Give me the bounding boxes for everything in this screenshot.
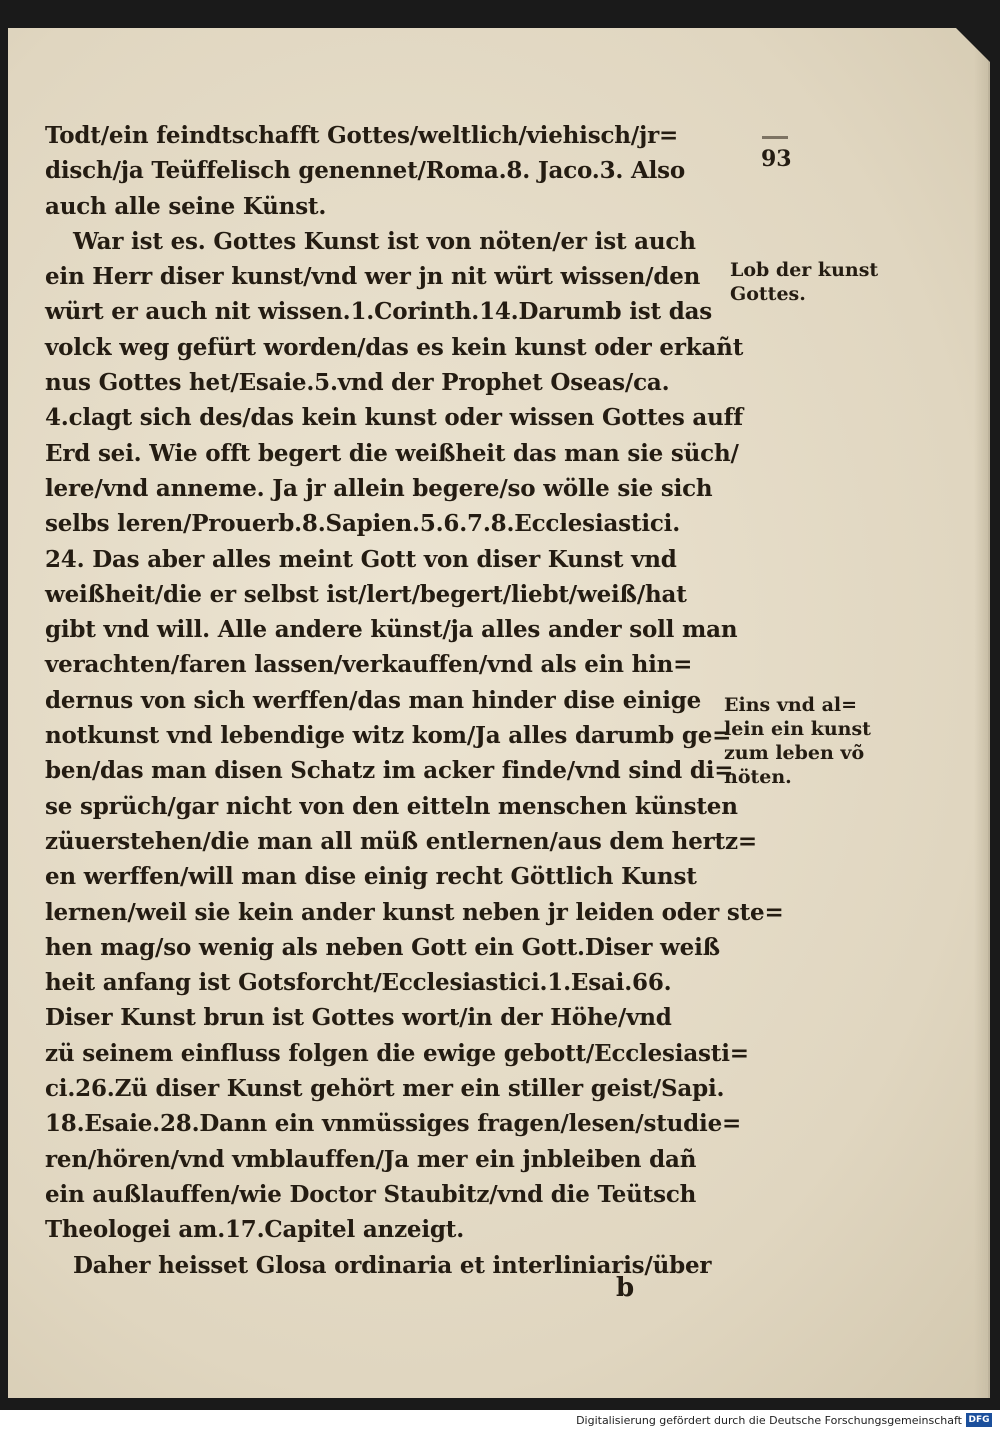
text-line: Diser Kunst brun ist Gottes wort/in der Höhe/vnd (45, 1004, 672, 1032)
text-line: weißheit/die er selbst ist/lert/begert/liebt/weiß/hat (45, 580, 687, 608)
torn-page-corner (956, 28, 990, 62)
text-line: auch alle seine Künst. (45, 192, 327, 220)
text-line: ben/das man disen Schatz im acker finde/vnd sind di= (45, 757, 734, 785)
text-line: disch/ja Teüffelisch genennet/Roma.8. Jaco.3. Also (45, 157, 686, 185)
text-line: nus Gottes het/Esaie.5.vnd der Prophet Oseas/ca. (45, 369, 670, 397)
text-line: 4.clagt sich des/das kein kunst oder wissen Gottes auff (45, 404, 744, 432)
text-line: heit anfang ist Gotsforcht/Ecclesiastici.1.Esai.66. (45, 969, 672, 997)
page-number-rule (762, 136, 788, 139)
text-line: Theologei am.17.Capitel anzeigt. (45, 1216, 465, 1244)
text-line: dernus von sich werffen/das man hinder dise einige (45, 686, 702, 714)
text-line: Erd sei. Wie offt begert die weißheit das man sie süch/ (45, 439, 739, 467)
margin-note-line: nöten. (724, 766, 792, 788)
text-line: en werffen/will man dise einig recht Göttlich Kunst (45, 863, 697, 891)
margin-note-line: Eins vnd al= (724, 694, 858, 716)
text-line: 18.Esaie.28.Dann ein vnmüssiges fragen/lesen/studie= (45, 1110, 742, 1138)
text-line: lere/vnd anneme. Ja jr allein begere/so wölle sie sich (45, 474, 713, 502)
footer-bar (0, 1410, 1000, 1434)
text-line: ci.26.Zü diser Kunst gehört mer ein stiller geist/Sapi. (45, 1075, 725, 1103)
margin-note (730, 258, 878, 306)
signature-mark: b (616, 1273, 635, 1303)
text-line: volck weg gefürt worden/das es kein kunst oder erkañt (45, 333, 744, 361)
text-line: 24. Das aber alles meint Gott von diser Kunst vnd (45, 545, 677, 573)
text-line: zü seinem einfluss folgen die ewige gebott/Ecclesiasti= (45, 1039, 749, 1067)
text-line: ein außlauffen/wie Doctor Staubitz/vnd die Teütsch (45, 1180, 697, 1208)
page-fold-shadow (974, 28, 988, 1398)
page-number: 93 (761, 146, 792, 172)
margin-note-line: zum leben võ (724, 742, 865, 764)
text-line: notkunst vnd lebendige witz kom/Ja alles darumb ge= (45, 722, 732, 750)
text-line: ein Herr diser kunst/vnd wer jn nit würt wissen/den (45, 263, 701, 291)
text-line: hen mag/so wenig als neben Gott ein Gott.Diser weiß (45, 933, 720, 961)
margin-note-line: Gottes. (730, 283, 806, 305)
text-line: Daher heisset Glosa ordinaria et interliniaris/über (73, 1251, 712, 1279)
text-line: War ist es. Gottes Kunst ist von nöten/er ist auch (73, 227, 696, 255)
text-line: züuerstehen/die man all müß entlernen/aus dem hertz= (45, 827, 757, 855)
funding-credit: Digitalisierung gefördert durch die Deutsche Forschungsgemeinschaft (576, 1414, 962, 1427)
text-line: würt er auch nit wissen.1.Corinth.14.Darumb ist das (45, 298, 713, 326)
text-line: gibt vnd will. Alle andere künst/ja alles ander soll man (45, 616, 738, 644)
margin-note-line: Lob der kunst (730, 259, 879, 281)
margin-note (724, 693, 871, 789)
text-line: ren/hören/vnd vmblauffen/Ja mer ein jnbleiben dañ (45, 1145, 697, 1173)
text-line: Todt/ein feindtschafft Gottes/weltlich/viehisch/jr= (45, 122, 679, 149)
text-line: se sprüch/gar nicht von den eitteln menschen künsten (45, 792, 738, 820)
margin-note-line: lein ein kunst (724, 718, 871, 740)
dfg-logo[interactable]: DFG (966, 1413, 992, 1427)
text-line: verachten/faren lassen/verkauffen/vnd als ein hin= (45, 651, 693, 679)
book-page (8, 28, 990, 1398)
text-line: selbs leren/Prouerb.8.Sapien.5.6.7.8.Ecclesiastici. (45, 510, 681, 538)
text-line: lernen/weil sie kein ander kunst neben jr leiden oder ste= (45, 898, 784, 926)
